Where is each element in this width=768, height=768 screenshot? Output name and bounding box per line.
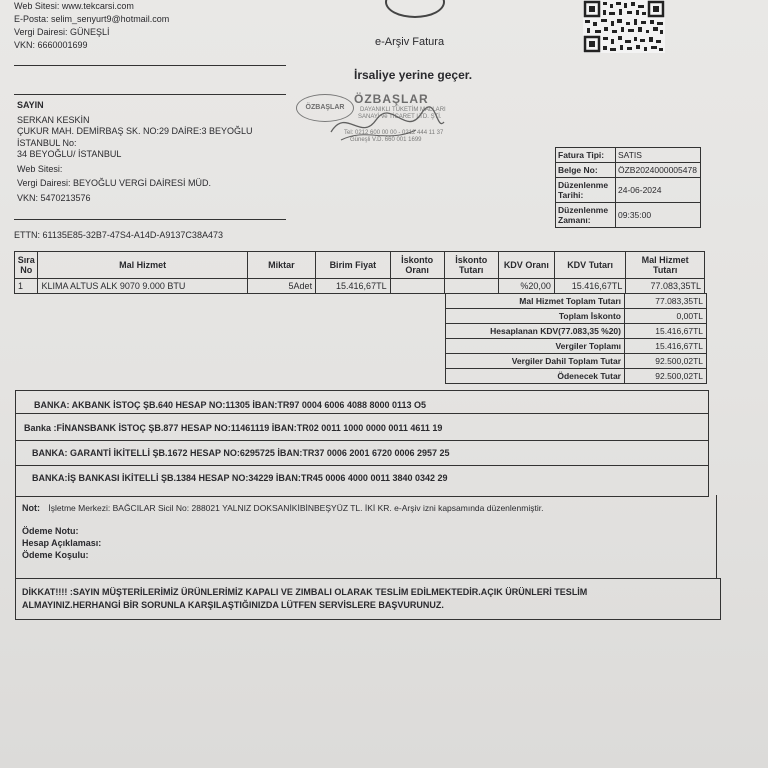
- column-header: KDV Tutarı: [554, 252, 625, 279]
- cell-quantity: 5Adet: [247, 279, 315, 294]
- payment-terms-label: Ödeme Koşulu:: [22, 550, 89, 560]
- table-row: [556, 148, 701, 163]
- cell-vat-rate: %20,00: [498, 279, 554, 294]
- warning-line: DİKKAT!!!! :SAYIN MÜŞTERİLERİMİZ ÜRÜNLERİMİZ KAPALI VE ZIMBALI OLARAK TESLİM EDİLMEKTEDİR.AÇIK ÜRÜNLERİ TESLİM: [22, 587, 588, 597]
- company-stamp: [296, 92, 458, 152]
- warning-line: ALMAYINIZ.HERHANGİ BİR SORUNLA KARŞILAŞTIĞINIZDA LÜTFEN SERVİSLERE BAŞVURUNUZ.: [22, 600, 444, 610]
- stamp-line: DAYANIKLI TÜKETİM MALLARI: [360, 107, 446, 113]
- invoice-info-table: [555, 147, 701, 228]
- company-logo-top: [385, 0, 445, 18]
- info-value: 24-06-2024: [616, 178, 701, 203]
- buyer-name: SERKAN KESKİN: [17, 114, 90, 125]
- table-row: [446, 354, 707, 369]
- table-row: [556, 163, 701, 178]
- total-value: 15.416,67TL: [625, 324, 707, 339]
- cell-unit-price: 15.416,67TL: [316, 279, 391, 294]
- seller-vkn: VKN: 6660001699: [14, 40, 88, 50]
- buyer-address: 34 BEYOĞLU/ İSTANBUL: [17, 149, 122, 159]
- buyer-address: İSTANBUL No:: [17, 137, 77, 148]
- info-value: SATIS: [616, 148, 701, 163]
- ettn: ETTN: 61135E85-32B7-47S4-A14D-A9137C38A473: [14, 230, 223, 240]
- warning-text: [22, 586, 587, 612]
- bank-line: Banka :FİNANSBANK İSTOÇ ŞB.877 HESAP NO:11461119 İBAN:TR02 0011 1000 0000 0011 4611 19: [24, 423, 443, 433]
- total-value: 15.416,67TL: [625, 339, 707, 354]
- total-value: 0,00TL: [625, 309, 707, 324]
- total-label: Mal Hizmet Toplam Tutarı: [446, 294, 625, 309]
- payment-note-label: Ödeme Notu:: [22, 526, 79, 536]
- info-label: Belge No:: [556, 163, 616, 178]
- stamp-line: Tel: 0212 600 00 00 - 0212 444 11 37: [344, 130, 444, 136]
- info-label: Fatura Tipi:: [556, 148, 616, 163]
- bank-accounts-box: [15, 390, 709, 497]
- divider: [14, 94, 286, 95]
- table-row: [446, 294, 707, 309]
- note-label: Not:: [22, 503, 40, 513]
- stamp-company-name: ÖZBAŞLAR: [354, 92, 429, 106]
- buyer-vkn: VKN: 5470213576: [17, 192, 91, 203]
- table-row: [446, 369, 707, 384]
- seller-info: [14, 0, 169, 52]
- bank-line: BANKA:İŞ BANKASI İKİTELLİ ŞB.1384 HESAP NO:34229 İBAN:TR45 0006 4000 0011 3840 0342 29: [32, 473, 448, 483]
- info-label: Düzenlenme Tarihi:: [556, 178, 616, 203]
- buyer-tax-office: Vergi Dairesi: BEYOĞLU VERGİ DAİRESİ MÜD.: [17, 178, 212, 188]
- bank-line: BANKA: AKBANK İSTOÇ ŞB.640 HESAP NO:11305 İBAN:TR97 0004 6006 4088 8000 0113 O5: [34, 400, 427, 410]
- buyer-heading: SAYIN: [17, 100, 44, 110]
- column-header: Miktar: [247, 252, 315, 279]
- note-box: [15, 495, 717, 579]
- seller-tax-office: Vergi Dairesi: GÜNEŞLİ: [14, 27, 110, 37]
- table-header-row: [15, 252, 705, 279]
- total-label: Toplam İskonto: [446, 309, 625, 324]
- table-row: [446, 324, 707, 339]
- irsaliye-note: İrsaliye yerine geçer.: [354, 68, 473, 82]
- cell-discount-rate: [390, 279, 444, 294]
- total-label: Ödenecek Tutar: [446, 369, 625, 384]
- cell-product: KLIMA ALTUS ALK 9070 9.000 BTU: [38, 279, 247, 294]
- buyer-info: [17, 100, 253, 204]
- table-row: [556, 178, 701, 203]
- column-header: Birim Fiyat: [316, 252, 391, 279]
- totals-table: [445, 293, 707, 384]
- info-value: ÖZB2024000005478: [616, 163, 701, 178]
- account-description-label: Hesap Açıklaması:: [22, 538, 102, 548]
- note: [22, 503, 543, 513]
- total-label: Vergiler Toplamı: [446, 339, 625, 354]
- table-row: [446, 309, 707, 324]
- info-value: 09:35:00: [616, 203, 701, 228]
- note-text: İşletme Merkezi: BAĞCILAR Sicil No: 288021 YALNIZ DOKSANİKİBİNBEŞYÜZ TL. İKİ KR. e-Arşiv izni kapsamında düzenlenmiştir.: [48, 503, 544, 513]
- buyer-website: Web Sitesi:: [17, 163, 63, 174]
- total-label: Vergiler Dahil Toplam Tutar: [446, 354, 625, 369]
- divider: [16, 413, 708, 414]
- table-row: [556, 203, 701, 228]
- total-label: Hesaplanan KDV(77.083,35 %20): [446, 324, 625, 339]
- cell-vat-amount: 15.416,67TL: [554, 279, 625, 294]
- divider: [16, 440, 708, 441]
- column-header: İskonto Oranı: [390, 252, 444, 279]
- total-value: 92.500,02TL: [625, 369, 707, 384]
- total-value: 77.083,35TL: [625, 294, 707, 309]
- buyer-address: ÇUKUR MAH. DEMİRBAŞ SK. NO:29 DAİRE:3 BEYOĞLU: [17, 126, 253, 136]
- column-header: İskonto Tutarı: [444, 252, 498, 279]
- total-value: 92.500,02TL: [625, 354, 707, 369]
- table-row: [15, 279, 705, 294]
- bank-line: BANKA: GARANTİ İKİTELLİ ŞB.1672 HESAP NO:6295725 İBAN:TR37 0006 2001 6720 0006 2957 25: [32, 448, 450, 458]
- divider: [14, 65, 286, 66]
- column-header: Mal Hizmet: [38, 252, 247, 279]
- cell-sira: 1: [15, 279, 38, 294]
- seller-website: Web Sitesi: www.tekcarsi.com: [14, 1, 134, 11]
- column-header: KDV Oranı: [498, 252, 554, 279]
- stamp-line: Güneşli V.D. 660 001 1699: [350, 137, 422, 143]
- warning-box: [15, 578, 721, 620]
- stamp-line: SANAYİ ve TİCARET LTD. ŞTİ.: [358, 114, 442, 120]
- column-header: Sıra No: [15, 252, 38, 279]
- cell-discount-amount: [444, 279, 498, 294]
- signature-icon: [326, 102, 446, 147]
- column-header: Mal Hizmet Tutarı: [626, 252, 705, 279]
- divider: [16, 465, 708, 466]
- cell-line-total: 77.083,35TL: [626, 279, 705, 294]
- stamp-logo: ÖZBAŞLAR: [296, 94, 354, 122]
- info-label: Düzenlenme Zamanı:: [556, 203, 616, 228]
- divider: [14, 219, 286, 220]
- table-row: [446, 339, 707, 354]
- items-table: [14, 251, 705, 294]
- qr-code-icon: [583, 0, 665, 53]
- seller-email: E-Posta: selim_senyurt9@hotmail.com: [14, 14, 170, 24]
- document-title: e-Arşiv Fatura: [375, 36, 445, 48]
